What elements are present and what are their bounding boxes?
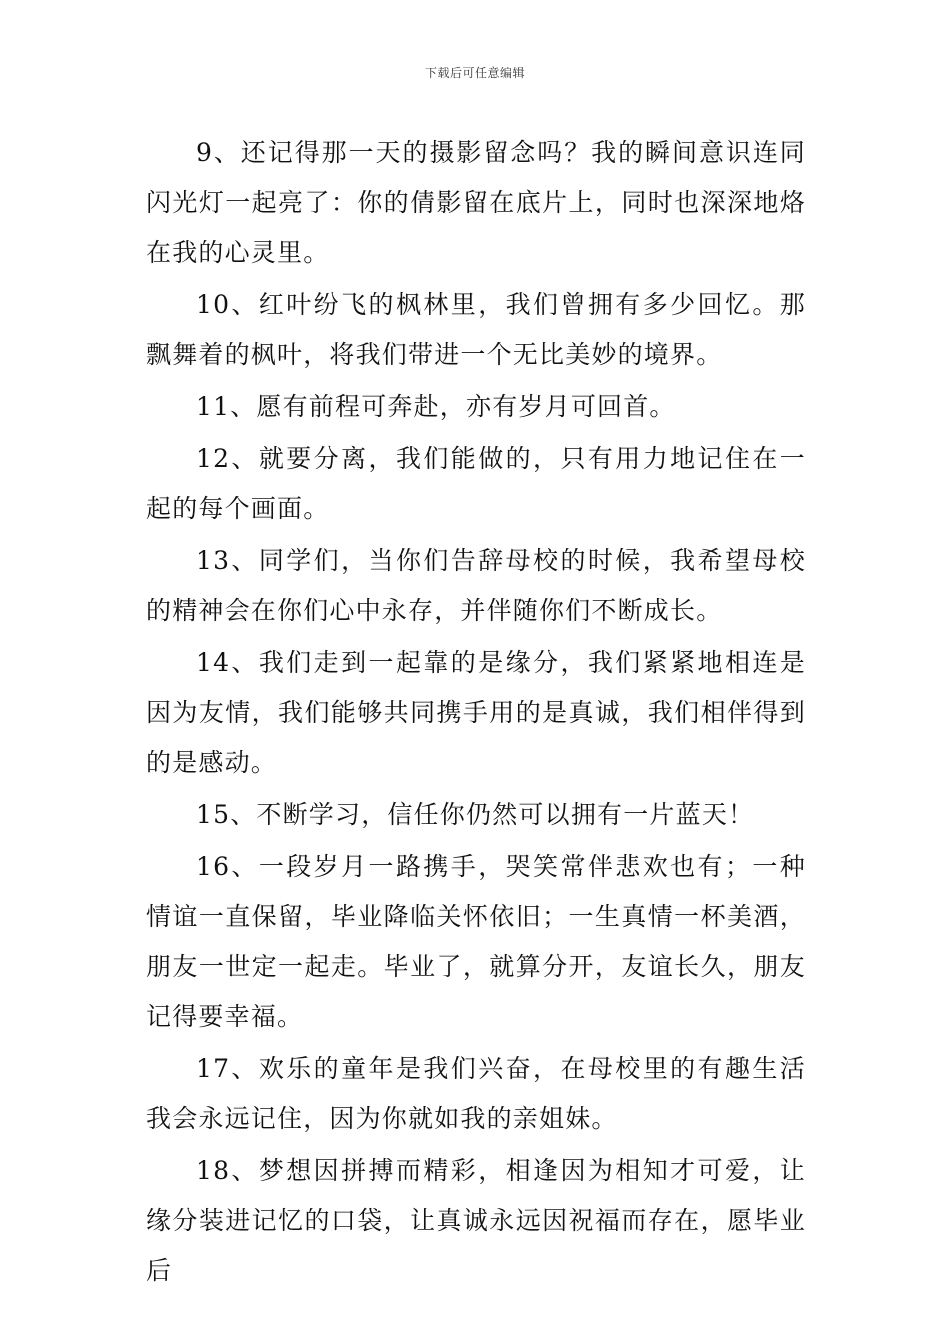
paragraph-14: 14、我们走到一起靠的是缘分，我们紧紧地相连是因为友情，我们能够共同携手用的是真诚，我们相伴得到的是感动。: [146, 648, 806, 777]
paragraph-13: 13、同学们，当你们告辞母校的时候，我希望母校的精神会在你们心中永存，并伴随你们不断成长。: [146, 546, 806, 625]
document-body: [146, 128, 806, 1298]
paragraph-10: 10、红叶纷飞的枫林里，我们曾拥有多少回忆。那飘舞着的枫叶，将我们带进一个无比美妙的境界。: [146, 290, 806, 369]
page-header-note: 下载后可任意编辑: [424, 66, 525, 80]
paragraph-12: 12、就要分离，我们能做的，只有用力地记住在一起的每个画面。: [146, 444, 806, 523]
paragraph-18: 18、梦想因拼搏而精彩，相逢因为相知才可爱，让缘分装进记忆的口袋，让真诚永远因祝福而存在，愿毕业后: [146, 1156, 806, 1285]
paragraph-17: 17、欢乐的童年是我们兴奋，在母校里的有趣生活我会永远记住，因为你就如我的亲姐妹。: [146, 1054, 806, 1133]
paragraph-15: 15、不断学习，信任你仍然可以拥有一片蓝天！: [196, 800, 755, 829]
paragraph-9: 9、还记得那一天的摄影留念吗？我的瞬间意识连同闪光灯一起亮了：你的倩影留在底片上，同时也深深地烙在我的心灵里。: [146, 138, 806, 267]
paragraph-11: 11、愿有前程可奔赴，亦有岁月可回首。: [196, 392, 676, 421]
paragraph-16: 16、一段岁月一路携手，哭笑常伴悲欢也有；一种情谊一直保留，毕业降临关怀依旧；一生真情一杯美酒，朋友一世定一起走。毕业了，就算分开，友谊长久，朋友记得要幸福。: [146, 852, 806, 1031]
